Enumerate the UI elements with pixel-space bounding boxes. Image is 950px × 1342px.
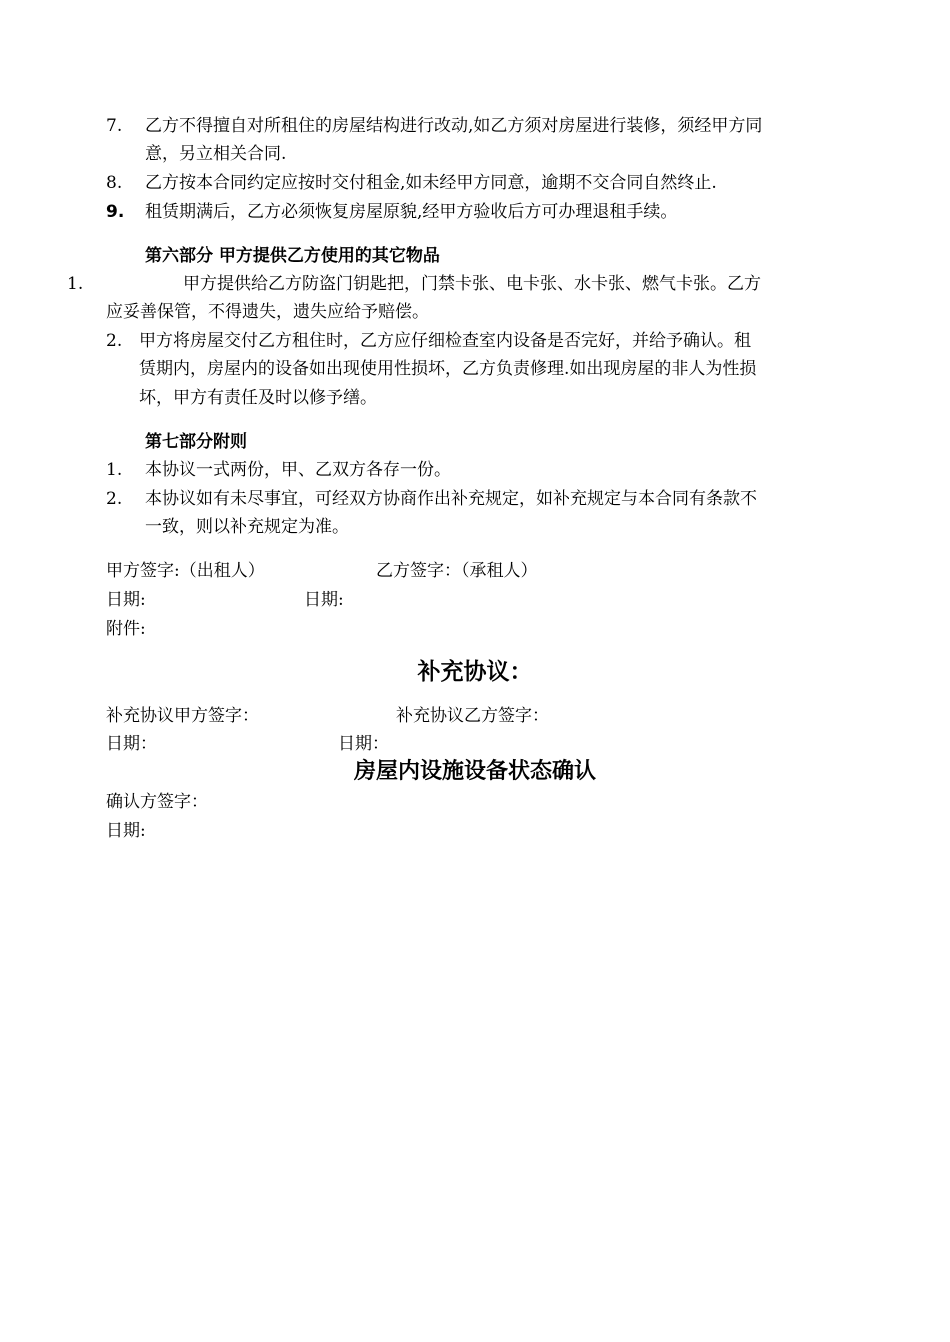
supplement-date-a-label: 日期： bbox=[106, 734, 157, 754]
list-item-text: 意，另立相关合同. bbox=[145, 144, 287, 164]
list-item-text: 一致，则以补充规定为准。 bbox=[145, 517, 349, 537]
party-b-signature-label: 乙方签字：（承租人） bbox=[376, 561, 538, 581]
list-item-text: 本协议如有未尽事宜，可经双方协商作出补充规定，如补充规定与本合同有条款不 bbox=[145, 489, 757, 509]
section-heading: 第七部分附则 bbox=[145, 432, 247, 452]
confirmation-title: 房屋内设施设备状态确认 bbox=[353, 759, 596, 784]
supplement-party-a-label: 补充协议甲方签字： bbox=[106, 706, 259, 726]
list-item-text: 甲方将房屋交付乙方租住时，乙方应仔细检查室内设备是否完好，并给予确认。租 bbox=[139, 331, 751, 351]
list-item-text: 坏，甲方有责任及时以修予缮。 bbox=[139, 388, 377, 408]
list-item-text: 乙方按本合同约定应按时交付租金,如未经甲方同意，逾期不交合同自然终止. bbox=[145, 173, 717, 193]
list-item-number: 2. bbox=[106, 331, 123, 351]
party-a-signature-label: 甲方签字:（出租人） bbox=[106, 561, 265, 581]
list-item-number: 2. bbox=[106, 489, 123, 509]
list-item-number: 1. bbox=[106, 460, 123, 480]
confirmation-signer-label: 确认方签字： bbox=[106, 792, 208, 812]
confirmation-date-label: 日期: bbox=[106, 821, 146, 841]
list-item-text: 乙方不得擅自对所租住的房屋结构进行改动,如乙方须对房屋进行装修，须经甲方同 bbox=[145, 116, 763, 136]
list-item-number: 9. bbox=[106, 202, 125, 222]
section-heading: 第六部分 甲方提供乙方使用的其它物品 bbox=[145, 246, 440, 266]
supplement-title: 补充协议： bbox=[417, 659, 533, 685]
list-item-number: 1. bbox=[67, 274, 84, 294]
supplement-party-b-label: 补充协议乙方签字： bbox=[396, 706, 549, 726]
list-item-text: 租赁期满后，乙方必须恢复房屋原貌,经甲方验收后方可办理退租手续。 bbox=[145, 202, 678, 222]
list-item-number: 8. bbox=[106, 173, 123, 193]
list-item-text: 赁期内，房屋内的设备如出现使用性损坏，乙方负责修理.如出现房屋的非人为性损 bbox=[139, 359, 757, 379]
list-item-number: 7. bbox=[106, 116, 123, 136]
party-b-date-label: 日期: bbox=[304, 590, 344, 610]
list-item-text: 本协议一式两份，甲、乙双方各存一份。 bbox=[145, 460, 451, 480]
list-item-text: 应妥善保管，不得遗失，遗失应给予赔偿。 bbox=[106, 302, 429, 322]
list-item-text: 甲方提供给乙方防盗门钥匙把，门禁卡张、电卡张、水卡张、燃气卡张。乙方 bbox=[183, 274, 761, 294]
party-a-date-label: 日期: bbox=[106, 590, 146, 610]
supplement-date-b-label: 日期： bbox=[338, 734, 389, 754]
attachment-label: 附件: bbox=[106, 619, 146, 639]
